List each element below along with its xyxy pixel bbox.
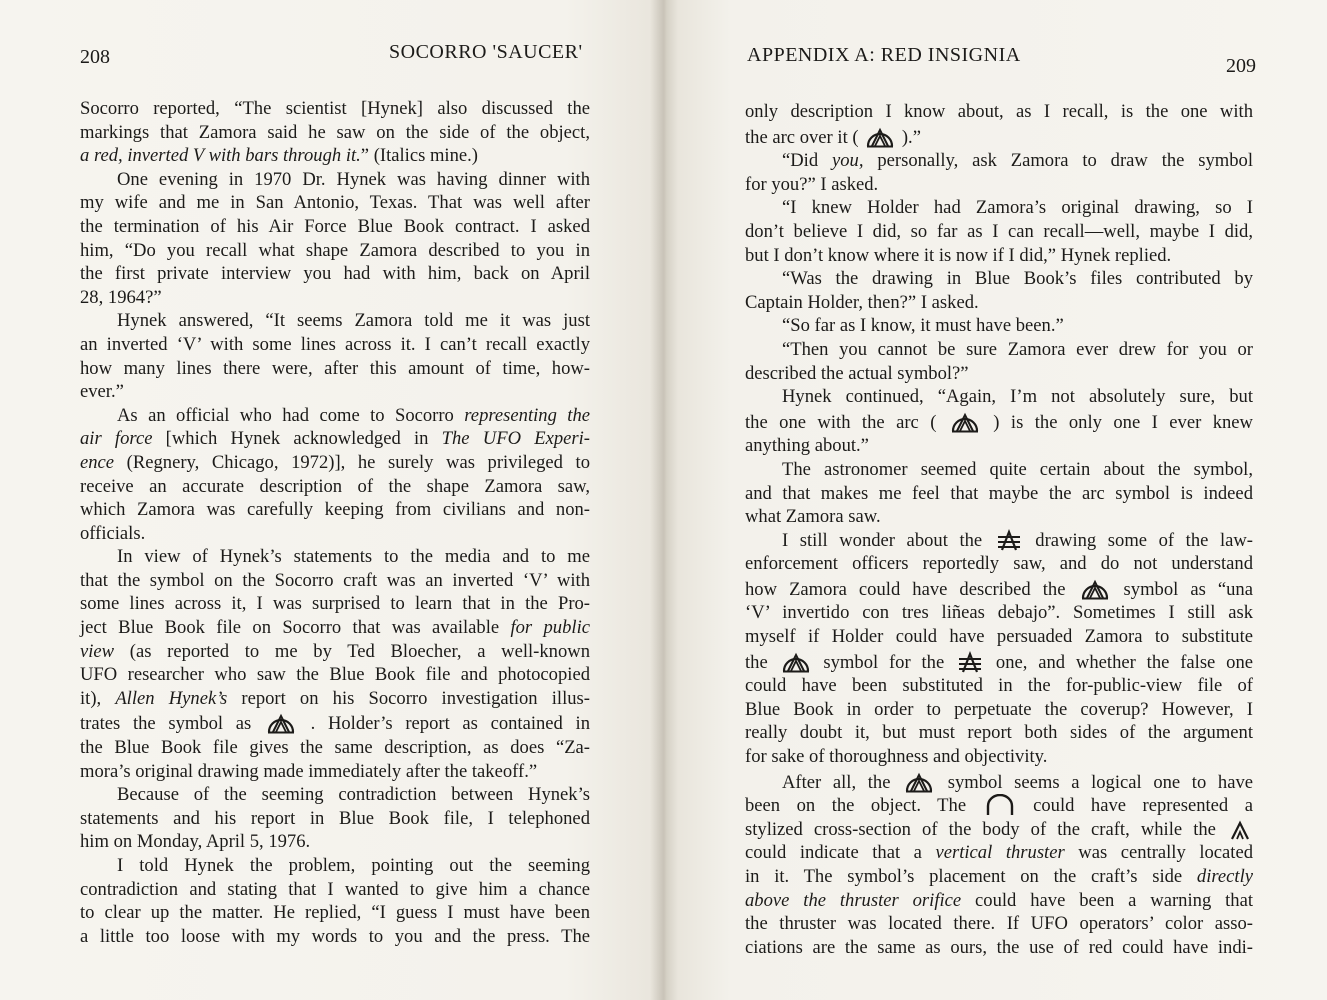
text-segment: Blue Book in order to perpetuate the coverup? However, I — [745, 698, 1253, 720]
running-head: SOCORRO 'SAUCER' — [389, 41, 583, 63]
text-segment: As an official who had come to Socorro — [117, 404, 465, 426]
text-segment: some lines across it, I was surprised to learn that in the Pro- — [80, 593, 590, 615]
text-line — [745, 173, 1253, 197]
text-segment: what Zamora saw. — [745, 506, 881, 528]
italic-text: you, — [832, 150, 864, 172]
text-segment: but I don’t know where it is now if I did,” Hynek replied. — [745, 244, 1172, 266]
text-line — [745, 936, 1253, 960]
text-segment: the thruster was located there. If UFO operators’ color asso- — [745, 913, 1253, 935]
text-line — [80, 760, 590, 784]
text-line — [745, 769, 1253, 795]
text-line — [80, 901, 590, 925]
italic-text: above the thruster orifice — [745, 889, 962, 911]
text-segment: him, “Do you recall what shape Zamora described to you in — [80, 239, 590, 261]
text-segment: described the actual symbol?” — [745, 362, 969, 384]
text-line — [745, 552, 1253, 576]
text-segment: “Then you cannot be sure Zamora ever drew for you or — [782, 338, 1253, 360]
inverted-v-icon — [1229, 820, 1251, 840]
text-segment: really doubt it, but must report both sides of the argument — [745, 722, 1253, 744]
text-segment: the first private interview you had with him, back on April — [80, 263, 590, 285]
text-segment: officials. — [80, 522, 146, 544]
text-line — [80, 121, 590, 145]
text-line — [80, 687, 590, 711]
text-segment: trates the symbol as — [80, 713, 264, 735]
text-segment: how Zamora could have described the — [745, 578, 1078, 600]
text-line — [745, 818, 1253, 842]
text-segment: ever.” — [80, 381, 124, 403]
text-segment: an inverted ‘V’ with some lines across it. I can’t recall exactly — [80, 333, 590, 355]
text-segment: After all, the — [782, 771, 903, 793]
text-segment: it), — [80, 687, 116, 709]
text-line — [745, 362, 1253, 386]
text-line — [745, 698, 1253, 722]
text-line — [745, 649, 1253, 675]
text-line — [745, 434, 1253, 458]
text-line — [80, 807, 590, 831]
inverted-v-with-arc-icon — [781, 649, 811, 673]
text-line — [745, 721, 1253, 745]
text-segment: only description I know about, as I recall, is the one with — [745, 101, 1253, 122]
body-text — [745, 100, 1253, 959]
text-line — [80, 616, 590, 640]
text-line — [80, 592, 590, 616]
text-segment: mora’s original drawing made immediately after the takeoff.” — [80, 760, 538, 782]
text-segment: The astronomer seemed quite certain about the symbol, — [782, 458, 1253, 480]
text-segment: I told Hynek the problem, pointing out the seeming — [117, 855, 590, 876]
italic-text: view — [80, 640, 115, 662]
text-line — [745, 409, 1253, 435]
text-line — [80, 309, 590, 333]
text-segment: the — [745, 651, 779, 673]
text-segment: the Blue Book file gives the same description, as does “Za- — [80, 737, 590, 759]
text-segment: a little too loose with my words to you and the press. The — [80, 925, 590, 947]
italic-text: for public — [510, 617, 590, 639]
text-segment: could indicate that a — [745, 842, 936, 864]
page-number: 209 — [1226, 55, 1256, 77]
text-segment: One evening in 1970 Dr. Hynek was having dinner with — [117, 168, 590, 190]
italic-text: representing the — [464, 404, 590, 426]
text-segment: one, and whether the false one — [985, 651, 1253, 673]
text-line — [745, 149, 1253, 173]
text-line — [745, 385, 1253, 409]
text-segment: him on Monday, April 5, 1976. — [80, 831, 311, 853]
text-line — [80, 168, 590, 192]
inverted-v-with-arc-icon — [950, 409, 980, 433]
text-line — [745, 220, 1253, 244]
text-line — [80, 215, 590, 239]
text-line — [80, 783, 590, 807]
text-line — [80, 569, 590, 593]
text-line — [80, 97, 590, 121]
text-segment: “So far as I know, it must have been.” — [782, 315, 1064, 337]
text-line — [745, 338, 1253, 362]
text-line — [80, 239, 590, 263]
text-segment: myself if Holder could have persuaded Zamora to substitute — [745, 626, 1253, 648]
text-line — [745, 912, 1253, 936]
text-segment: report on his Socorro investigation illus- — [227, 687, 590, 709]
text-segment: symbol for the — [812, 651, 956, 673]
text-segment: stylized cross-section of the body of the craft, while the — [745, 818, 1227, 840]
italic-text: The UFO Experi- — [441, 428, 590, 450]
text-segment: was centrally located — [1064, 842, 1254, 864]
text-segment: could have been a warning that — [961, 889, 1253, 911]
text-segment: ” (Italics mine.) — [360, 145, 478, 167]
text-line — [80, 191, 590, 215]
italic-text: a red, inverted V with bars through it. — [80, 145, 361, 167]
inverted-v-with-arc-icon — [266, 710, 296, 734]
text-segment: the one with the arc ( — [745, 411, 948, 433]
text-segment: (Regnery, Chicago, 1972)], he surely was privileged to — [114, 451, 590, 473]
text-segment: for you?” I asked. — [745, 173, 879, 195]
text-segment: anything about.” — [745, 435, 869, 457]
text-segment: drawing some of the law- — [1023, 529, 1253, 551]
italic-text: ence — [80, 451, 115, 473]
text-line — [80, 333, 590, 357]
text-segment: Because of the seeming contradiction between Hynek’s — [117, 784, 590, 806]
text-segment: could have been substituted in the for-public-view file of — [745, 675, 1253, 697]
body-text — [80, 97, 590, 948]
text-segment: been on the object. The — [745, 795, 983, 817]
text-segment: ‘V’ invertido con tres liñeas debajo”. Sometimes I still ask — [745, 602, 1253, 624]
text-line — [745, 124, 1253, 150]
book-gutter — [650, 0, 678, 1000]
text-line — [80, 736, 590, 760]
text-segment: the arc over it ( — [745, 126, 864, 148]
text-line — [745, 889, 1253, 913]
text-line — [745, 267, 1253, 291]
text-line — [80, 427, 590, 451]
text-segment: (as reported to me by Ted Bloecher, a well-known — [114, 640, 590, 662]
text-segment: statements and his report in Blue Book file, I telephoned — [80, 807, 590, 829]
italic-text: vertical thruster — [935, 842, 1065, 864]
text-segment: don’t believe I did, so far as I can recall—well, maybe I did, — [745, 220, 1253, 242]
text-segment: ).” — [897, 126, 921, 148]
text-line — [80, 878, 590, 902]
text-line — [80, 663, 590, 687]
text-line — [80, 498, 590, 522]
text-line — [745, 505, 1253, 529]
text-line — [745, 100, 1253, 124]
text-segment: symbol as “una — [1111, 578, 1253, 600]
running-head: APPENDIX A: RED INSIGNIA — [747, 44, 1021, 66]
text-segment: markings that Zamora said he saw on the side of the object, — [80, 121, 590, 143]
text-line — [745, 291, 1253, 315]
text-segment: ciations are the same as ours, the use of red could have indi- — [745, 936, 1253, 958]
text-segment: Socorro reported, “The scientist [Hynek] also discussed the — [80, 98, 590, 119]
inverted-v-with-bars-icon — [957, 651, 983, 673]
inverted-v-with-arc-icon — [904, 769, 934, 793]
text-segment: Hynek continued, “Again, I’m not absolutely sure, but — [782, 386, 1253, 408]
text-segment: could have represented a — [1016, 795, 1253, 817]
text-segment: “Did — [782, 150, 832, 172]
right-page — [664, 0, 1327, 1000]
text-segment: 28, 1964?” — [80, 286, 162, 308]
text-segment: symbol seems a logical one to have — [936, 771, 1253, 793]
text-segment: . Holder’s report as contained in — [297, 713, 590, 735]
text-segment: personally, ask Zamora to draw the symbol — [863, 150, 1254, 172]
text-line — [80, 451, 590, 475]
text-segment: contradiction and stating that I wanted to give him a chance — [80, 878, 590, 900]
text-line — [80, 925, 590, 949]
inverted-v-with-arc-icon — [865, 124, 895, 148]
text-segment: ject Blue Book file on Socorro that was available — [80, 617, 511, 639]
text-line — [745, 314, 1253, 338]
text-segment: Captain Holder, then?” I asked. — [745, 291, 979, 313]
text-segment: In view of Hynek’s statements to the media and to me — [117, 546, 590, 568]
page-number: 208 — [80, 46, 110, 68]
text-segment: “Was the drawing in Blue Book’s files contributed by — [782, 268, 1253, 290]
text-line — [80, 830, 590, 854]
text-segment: to clear up the matter. He replied, “I guess I must have been — [80, 902, 590, 924]
text-segment: the termination of his Air Force Blue Book contract. I asked — [80, 215, 590, 237]
inverted-v-with-bars-icon — [996, 529, 1022, 551]
text-segment: that the symbol on the Socorro craft was an inverted ‘V’ with — [80, 569, 590, 591]
text-line — [745, 625, 1253, 649]
text-line — [80, 522, 590, 546]
arc-dome-icon — [985, 794, 1015, 816]
text-segment: ) is the only one I ever knew — [981, 411, 1253, 433]
text-line — [745, 576, 1253, 602]
text-line — [745, 841, 1253, 865]
text-segment: “I knew Holder had Zamora’s original drawing, so I — [782, 197, 1253, 219]
text-line — [80, 640, 590, 664]
text-line — [745, 196, 1253, 220]
text-line — [745, 601, 1253, 625]
text-line — [80, 286, 590, 310]
text-line — [80, 357, 590, 381]
text-line — [745, 745, 1253, 769]
text-segment: which Zamora was carefully keeping from civilians and non- — [80, 499, 590, 521]
text-line — [80, 475, 590, 499]
text-segment: my wife and me in San Antonio, Texas. That was well after — [80, 192, 590, 214]
text-segment: in it. The symbol’s placement on the craft’s side — [745, 866, 1197, 887]
text-line — [80, 144, 590, 168]
text-segment: and that makes me feel that maybe the arc symbol is indeed — [745, 482, 1253, 504]
text-line — [745, 482, 1253, 506]
text-line — [745, 674, 1253, 698]
text-segment: for sake of thoroughness and objectivity. — [745, 746, 1048, 768]
text-segment: how many lines there were, after this amount of time, how- — [80, 357, 590, 379]
inverted-v-with-arc-icon — [1080, 576, 1110, 600]
text-segment: I still wonder about the — [782, 529, 994, 551]
text-line — [745, 244, 1253, 268]
italic-text: air force — [80, 428, 153, 450]
text-segment: UFO researcher who saw the Blue Book file and photocopied — [80, 664, 590, 686]
text-line — [80, 545, 590, 569]
text-line — [80, 262, 590, 286]
text-line — [745, 794, 1253, 818]
text-line — [745, 529, 1253, 553]
text-line — [80, 380, 590, 404]
text-line — [745, 865, 1253, 889]
text-line — [745, 458, 1253, 482]
text-segment: Hynek answered, “It seems Zamora told me it was just — [117, 310, 590, 332]
italic-text: directly — [1196, 866, 1253, 887]
text-line — [80, 710, 590, 736]
text-line — [80, 854, 590, 878]
italic-text: Allen Hynek’s — [115, 687, 228, 709]
text-segment: enforcement officers reportedly saw, and do not understand — [745, 553, 1253, 575]
text-segment: receive an accurate description of the shape Zamora saw, — [80, 475, 590, 497]
text-line — [80, 404, 590, 428]
text-segment: [which Hynek acknowledged in — [152, 428, 442, 450]
